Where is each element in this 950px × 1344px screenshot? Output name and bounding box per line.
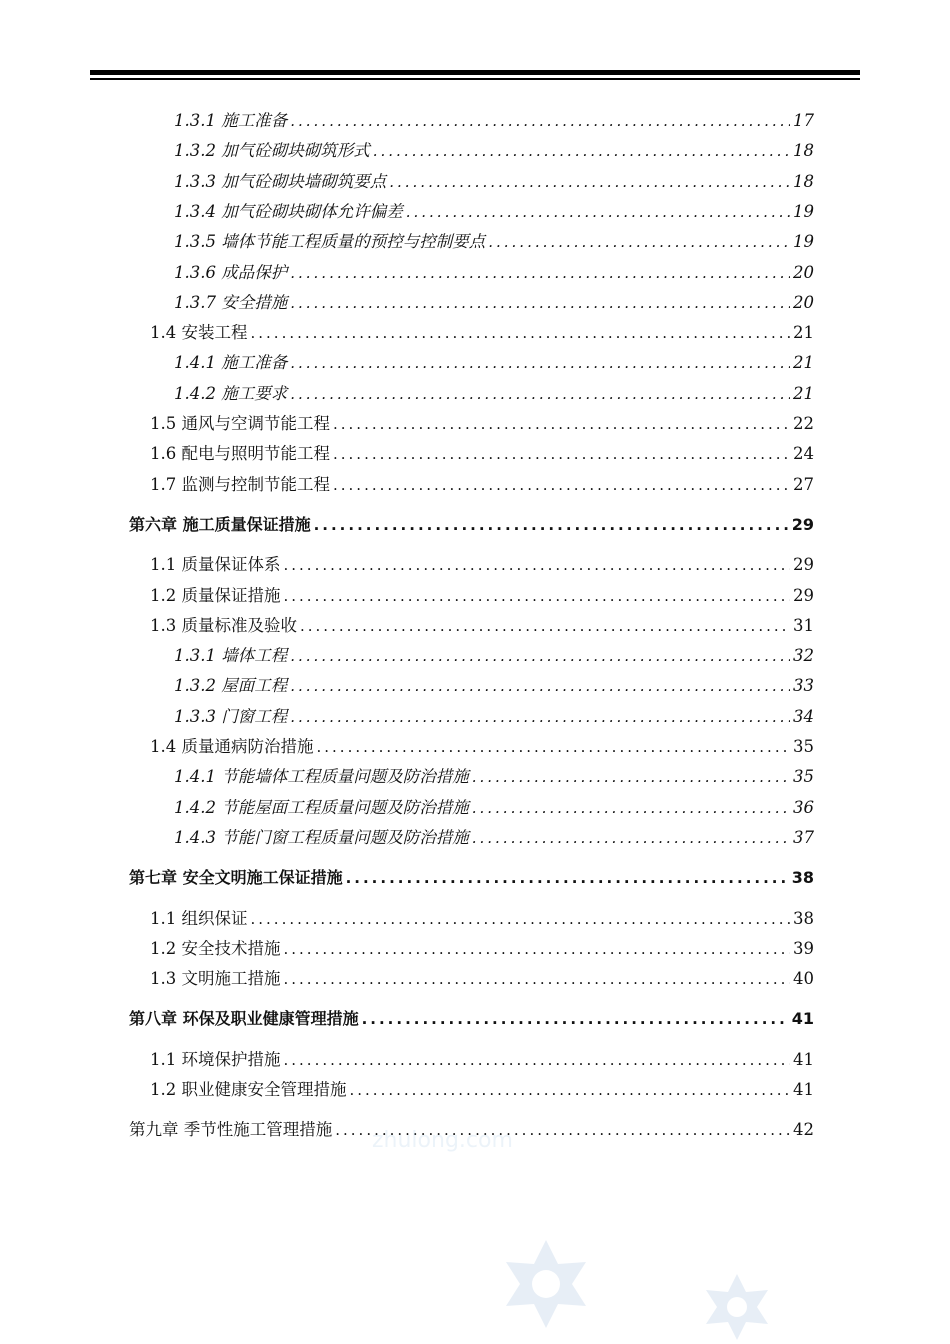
toc-entry[interactable] <box>150 611 814 641</box>
toc-entry[interactable] <box>150 1045 814 1075</box>
toc-entry-label: 1.2 安全技术措施 <box>150 938 281 958</box>
toc-entry[interactable] <box>150 439 814 469</box>
toc-leader-dots <box>284 581 791 611</box>
toc-entry-label: 1.3.4 加气砼砌块砌体允许偏差 <box>174 201 403 221</box>
toc-entry-label: 第六章 施工质量保证措施 <box>129 514 311 534</box>
toc-entry[interactable] <box>150 470 814 500</box>
toc-leader-dots <box>488 227 790 257</box>
toc-entry[interactable] <box>174 106 814 136</box>
toc-entry-page-number: 18 <box>793 171 814 191</box>
toc-entry-page-number: 37 <box>793 827 814 847</box>
toc-entry[interactable] <box>174 258 814 288</box>
toc-entry-page-number: 33 <box>793 676 814 696</box>
toc-entry-label: 1.4.3 节能门窗工程质量问题及防治措施 <box>174 827 469 847</box>
toc-entry[interactable] <box>150 581 814 611</box>
toc-entry[interactable] <box>174 793 814 823</box>
toc-leader-dots <box>317 732 791 762</box>
toc-entry-page-number: 42 <box>793 1120 814 1140</box>
toc-entry-label: 第七章 安全文明施工保证措施 <box>129 868 343 888</box>
toc-entry-label: 1.6 配电与照明节能工程 <box>150 444 330 464</box>
toc-leader-dots <box>251 318 791 348</box>
toc-chapter-entry[interactable] <box>129 510 814 540</box>
toc-entry-label: 1.2 职业健康安全管理措施 <box>150 1080 347 1099</box>
toc-entry-page-number: 21 <box>793 383 814 403</box>
toc-leader-dots <box>290 288 790 318</box>
toc-entry-page-number: 39 <box>793 938 814 958</box>
toc-entry[interactable] <box>150 904 814 934</box>
toc-entry-label: 1.1 质量保证体系 <box>150 555 281 575</box>
toc-leader-dots <box>300 611 790 641</box>
toc-entry-label: 1.7 监测与控制节能工程 <box>150 474 330 494</box>
toc-entry[interactable] <box>174 702 814 732</box>
toc-leader-dots <box>389 167 790 197</box>
toc-entry[interactable] <box>150 1075 814 1105</box>
toc-leader-dots <box>290 258 790 288</box>
toc-leader-dots <box>290 348 790 378</box>
toc-entry-label: 1.3.2 加气砼砌块砌筑形式 <box>174 141 370 161</box>
toc-leader-dots <box>314 510 789 540</box>
toc-entry-label: 1.1 环境保护措施 <box>150 1049 281 1069</box>
toc-entry-label: 1.3 文明施工措施 <box>150 969 281 989</box>
toc-entry[interactable] <box>174 348 814 378</box>
toc-entry-page-number: 29 <box>791 514 814 534</box>
toc-entry[interactable] <box>150 934 814 964</box>
toc-entry-page-number: 41 <box>791 1009 814 1029</box>
toc-entry-page-number: 21 <box>793 353 814 373</box>
toc-entry-label: 1.3.3 加气砼砌块墙砌筑要点 <box>174 171 387 191</box>
toc-leader-dots <box>284 934 791 964</box>
toc-entry-page-number: 17 <box>793 111 814 130</box>
toc-leader-dots <box>290 702 790 732</box>
toc-entry-page-number: 19 <box>793 201 814 221</box>
toc-leader-dots <box>472 762 790 792</box>
toc-entry-page-number: 27 <box>793 474 814 494</box>
toc-entry[interactable] <box>150 964 814 994</box>
toc-leader-dots <box>333 439 790 469</box>
toc-entry-page-number: 21 <box>793 323 814 343</box>
toc-entry-page-number: 29 <box>793 585 814 605</box>
toc-entry-page-number: 19 <box>793 232 814 252</box>
toc-entry[interactable] <box>150 550 814 580</box>
toc-entry-label: 1.3.1 施工准备 <box>174 111 288 130</box>
toc-leader-dots <box>406 197 790 227</box>
toc-leader-dots <box>284 1045 791 1075</box>
toc-leader-dots <box>284 964 791 994</box>
toc-entry-label: 1.4.1 节能墙体工程质量问题及防治措施 <box>174 767 469 787</box>
toc-entry-label: 第九章 季节性施工管理措施 <box>129 1120 333 1140</box>
toc-leader-dots <box>472 823 790 853</box>
toc-entry-page-number: 32 <box>793 646 814 666</box>
toc-entry-label: 1.3.2 屋面工程 <box>174 676 288 696</box>
toc-entry-label: 1.3.3 门窗工程 <box>174 706 288 726</box>
toc-entry-label: 第八章 环保及职业健康管理措施 <box>129 1009 359 1029</box>
toc-entry-label: 1.1 组织保证 <box>150 908 248 928</box>
toc-entry-label: 1.3 质量标准及验收 <box>150 615 297 635</box>
toc-entry-label: 1.3.1 墙体工程 <box>174 646 288 666</box>
toc-leader-dots <box>290 106 790 136</box>
toc-chapter-entry[interactable] <box>129 863 814 893</box>
toc-entry-label: 1.3.5 墙体节能工程质量的预控与控制要点 <box>174 232 486 252</box>
toc-leader-dots <box>290 641 790 671</box>
toc-entry[interactable] <box>150 318 814 348</box>
toc-entry-label: 1.3.6 成品保护 <box>174 262 288 282</box>
toc-entry-page-number: 34 <box>793 706 814 726</box>
toc-entry[interactable] <box>150 732 814 762</box>
toc-leader-dots <box>284 550 791 580</box>
toc-entry-page-number: 38 <box>793 908 814 928</box>
toc-entry-page-number: 41 <box>793 1080 814 1099</box>
toc-leader-dots <box>333 470 790 500</box>
toc-entry-label: 1.4.2 节能屋面工程质量问题及防治措施 <box>174 797 469 817</box>
toc-leader-dots <box>362 1004 789 1034</box>
header-rule-thin <box>90 78 860 80</box>
toc-entry[interactable] <box>174 227 814 257</box>
toc-entry[interactable] <box>174 197 814 227</box>
toc-entry-label: 1.4 质量通病防治措施 <box>150 737 314 756</box>
toc-entry-page-number: 18 <box>793 141 814 161</box>
toc-entry[interactable] <box>174 379 814 409</box>
toc-entry[interactable] <box>174 136 814 166</box>
toc-entry-label: 1.4.2 施工要求 <box>174 383 288 403</box>
toc-entry-page-number: 41 <box>793 1049 814 1069</box>
toc-entry-page-number: 38 <box>791 868 814 888</box>
toc-entry-page-number: 29 <box>793 555 814 575</box>
toc-leader-dots <box>333 409 790 439</box>
toc-entry[interactable] <box>174 641 814 671</box>
toc-leader-dots <box>472 793 790 823</box>
toc-entry-page-number: 36 <box>793 797 814 817</box>
watermark-text: zhulong.com <box>372 1128 513 1153</box>
toc-entry[interactable] <box>150 409 814 439</box>
toc-leader-dots <box>346 863 789 893</box>
toc-leader-dots <box>350 1075 791 1105</box>
watermark-logo-icon <box>500 1238 592 1330</box>
toc-entry[interactable] <box>174 762 814 792</box>
toc-entry-page-number: 22 <box>793 414 814 433</box>
toc-entry-page-number: 20 <box>793 262 814 282</box>
toc-entry-page-number: 24 <box>793 444 814 464</box>
toc-entry[interactable] <box>174 823 814 853</box>
toc-leader-dots <box>290 671 790 701</box>
toc-leader-dots <box>373 136 790 166</box>
toc-entry-page-number: 20 <box>793 292 814 312</box>
toc-entry-label: 1.4 安装工程 <box>150 323 248 343</box>
toc-leader-dots <box>251 904 791 934</box>
watermark-small-logo-icon <box>702 1272 772 1342</box>
header-rule-thick <box>90 70 860 75</box>
toc-entry-label: 1.4.1 施工准备 <box>174 353 288 373</box>
toc-entry-label: 1.5 通风与空调节能工程 <box>150 414 330 433</box>
toc-entry-page-number: 35 <box>793 767 814 787</box>
toc-entry[interactable] <box>174 671 814 701</box>
toc-entry-label: 1.3.7 安全措施 <box>174 292 288 312</box>
toc-entry-page-number: 40 <box>793 969 814 989</box>
toc-entry[interactable] <box>174 167 814 197</box>
toc-chapter-entry[interactable] <box>129 1004 814 1034</box>
toc-entry-page-number: 35 <box>793 737 814 756</box>
toc-entry-label: 1.2 质量保证措施 <box>150 585 281 605</box>
toc-entry[interactable] <box>174 288 814 318</box>
toc-entry-page-number: 31 <box>793 615 814 635</box>
toc-leader-dots <box>290 379 790 409</box>
